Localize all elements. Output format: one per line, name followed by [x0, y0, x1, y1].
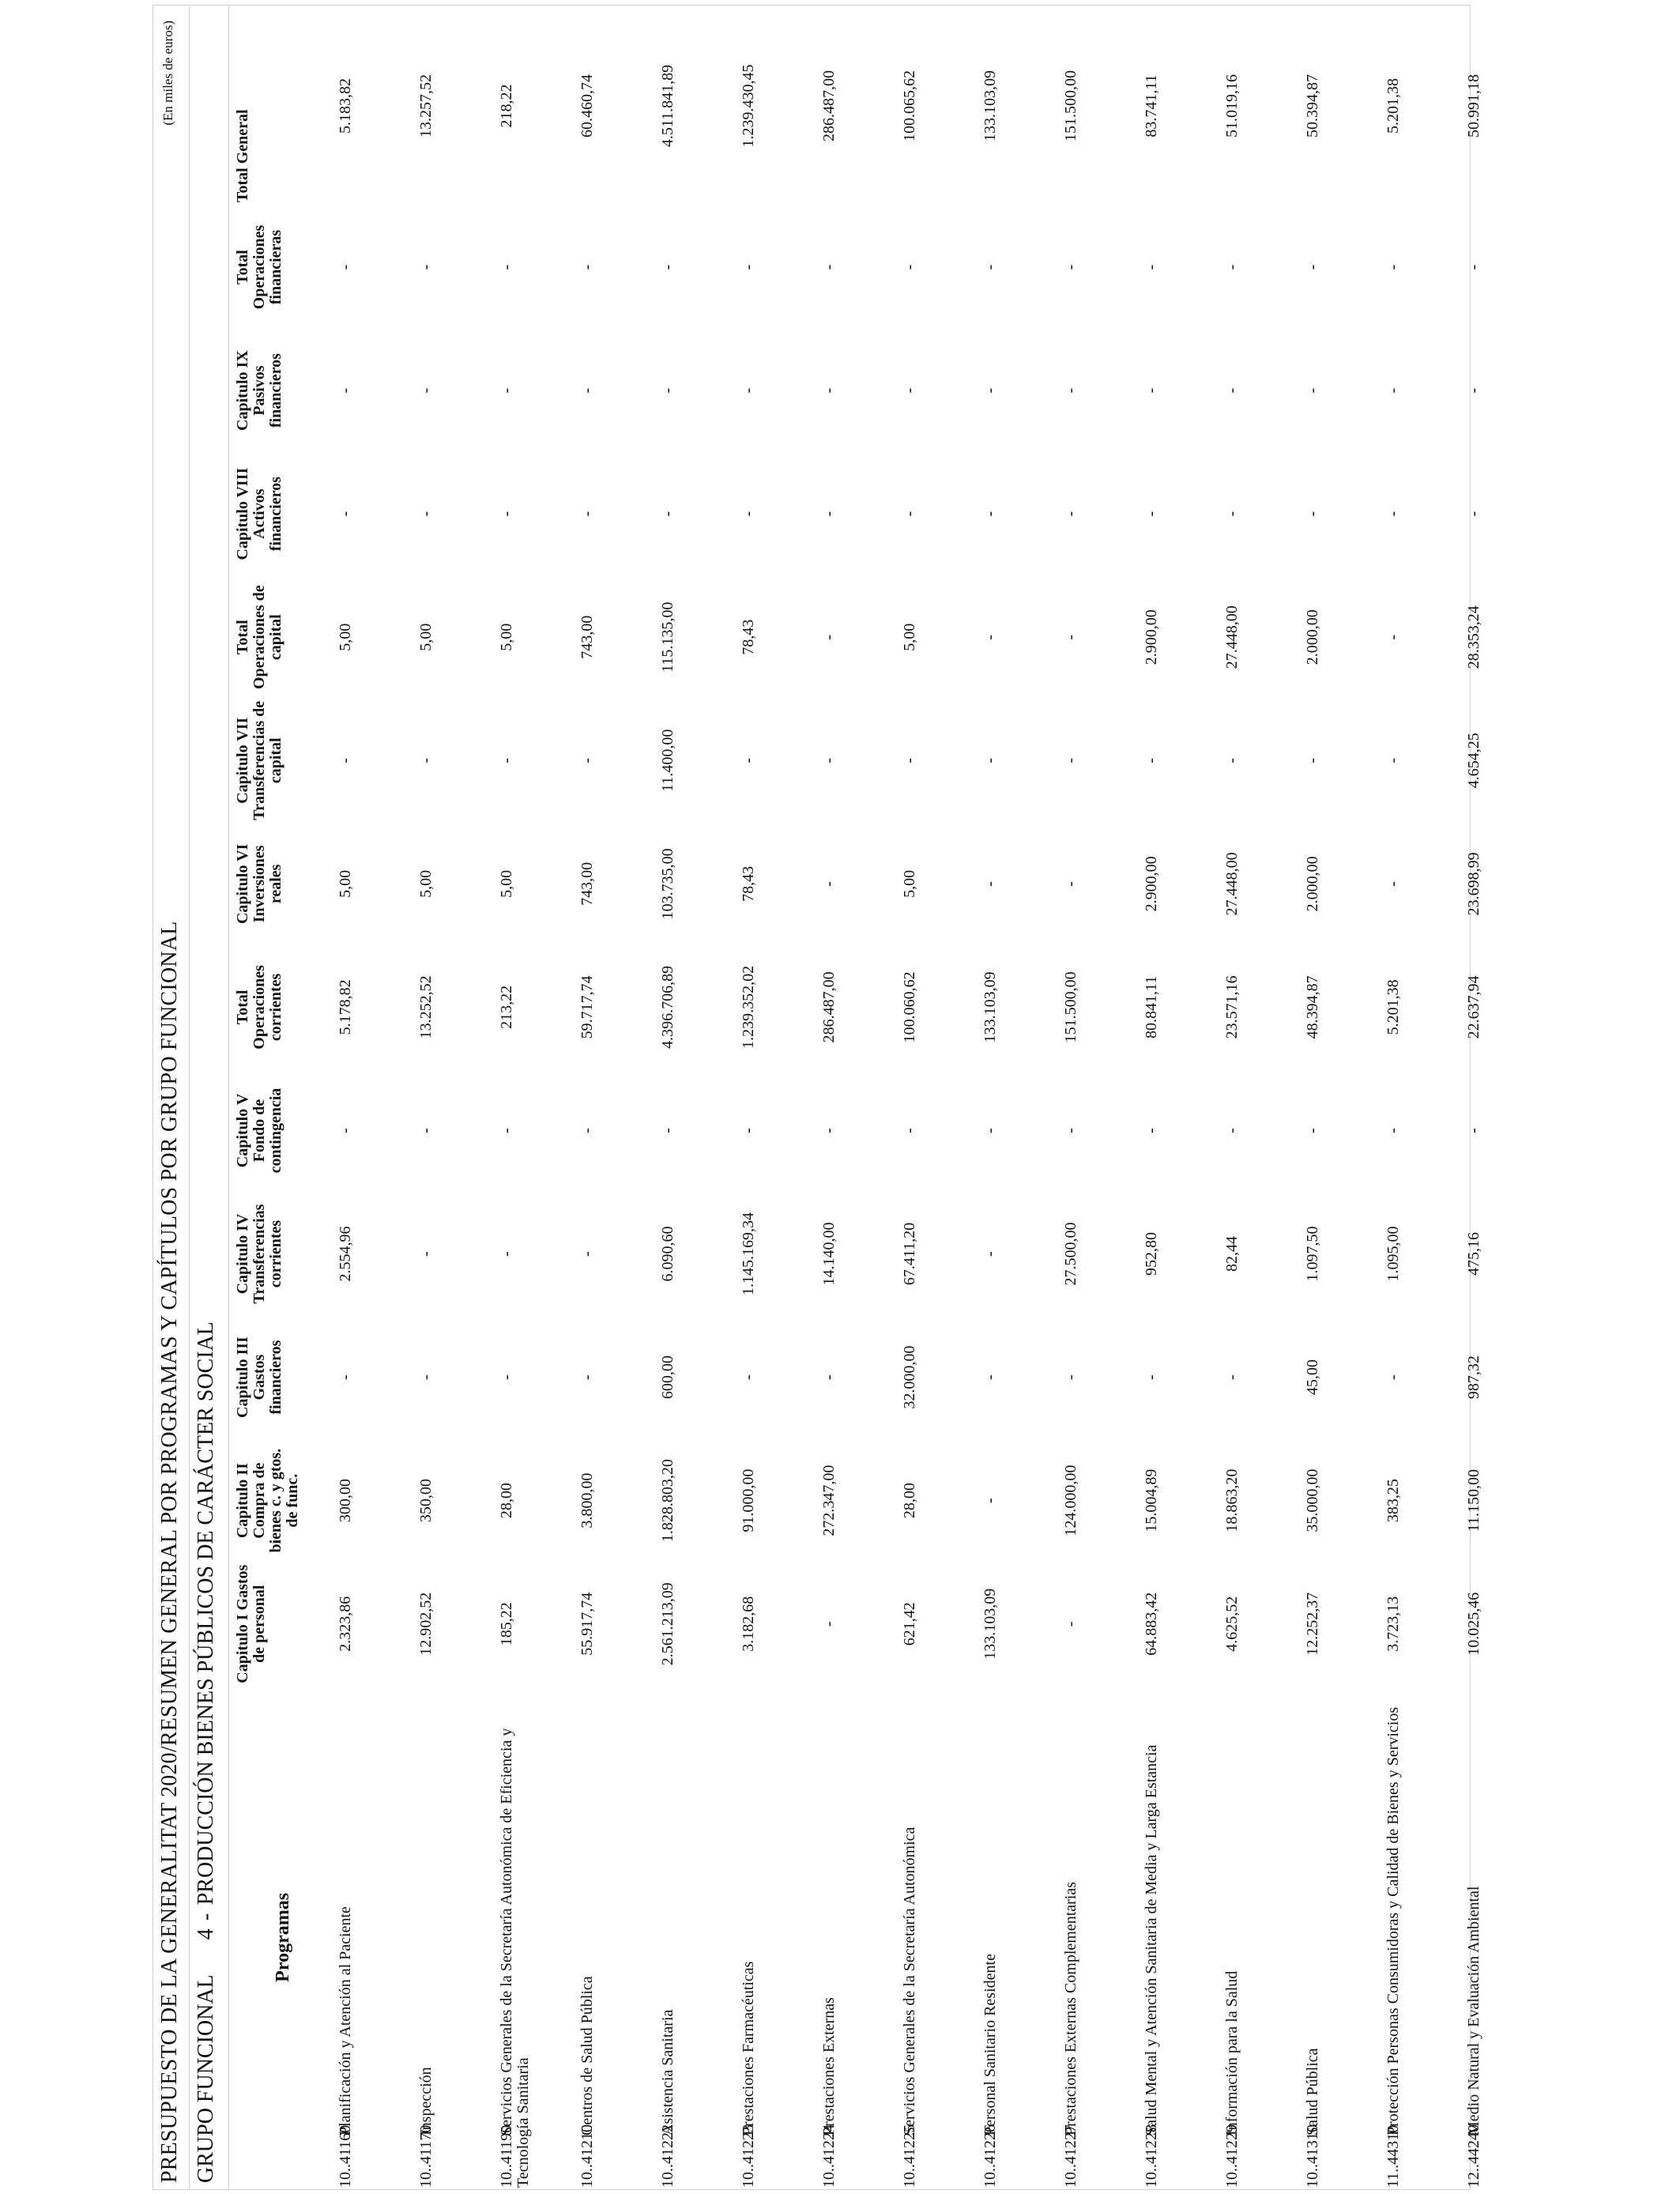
cell-cap5: -: [1384, 1128, 1402, 1133]
units-note: (En miles de euros): [160, 21, 175, 126]
program-name: Prestaciones Farmacéuticas: [740, 1961, 757, 2136]
table-row: [1466, 6, 1546, 2189]
cell-total: 13.257,52: [417, 74, 435, 138]
cell-tot_cap: 28.353,24: [1465, 605, 1482, 669]
column-header-tot_fin: Total Operaciones financieras: [234, 224, 284, 310]
cell-cap7: -: [901, 757, 918, 763]
cell-cap5: -: [1062, 1128, 1079, 1133]
cell-cap2: 350,00: [417, 1479, 435, 1523]
cell-cap6: 743,00: [578, 861, 596, 906]
cell-cap3: -: [498, 1374, 515, 1380]
cell-cap5: -: [740, 1128, 757, 1133]
program-cell: [579, 1686, 660, 2189]
program-code: 10..41227: [1062, 2124, 1079, 2188]
cell-tot_fin: -: [820, 264, 838, 270]
cell-cap2: 383,25: [1384, 1479, 1402, 1523]
program-code: 10..41224: [820, 2124, 838, 2188]
cell-cap8: -: [1062, 511, 1079, 517]
cell-cap2: 11.150,00: [1465, 1469, 1482, 1532]
cell-cap5: -: [498, 1128, 515, 1133]
cell-tot_fin: -: [740, 264, 757, 270]
column-header-tot_cap: Total Operaciones de capital: [234, 585, 284, 690]
program-cell: [337, 1686, 418, 2189]
cell-cap9: -: [1143, 387, 1160, 394]
cell-cap2: 124.000,00: [1062, 1465, 1079, 1536]
program-cell: [1385, 1686, 1466, 2189]
cell-total: 286.487,00: [820, 70, 838, 141]
cell-cap9: -: [1304, 387, 1321, 394]
cell-cap4: 1.097,50: [1304, 1226, 1321, 1282]
cell-tot_corr: 5.178,82: [337, 979, 354, 1035]
column-header-cap3: Capitulo III Gastos financieros: [234, 1336, 284, 1418]
cell-total: 50.991,18: [1465, 74, 1482, 138]
cell-tot_cap: 115.135,00: [659, 601, 676, 673]
cell-tot_corr: 5.201,38: [1384, 979, 1402, 1035]
cell-cap7: 11.400,00: [659, 729, 676, 792]
cell-cap8: -: [417, 511, 435, 517]
cell-tot_cap: 5,00: [901, 623, 918, 651]
cell-cap9: -: [1384, 387, 1402, 394]
cell-tot_fin: -: [337, 264, 354, 270]
program-code: 10..41160: [337, 2124, 354, 2188]
cell-total: 151.500,00: [1062, 70, 1079, 141]
cell-cap8: -: [1304, 511, 1321, 517]
cell-cap9: -: [1062, 387, 1079, 394]
program-code: 10..41225: [901, 2124, 918, 2188]
cell-cap3: -: [1384, 1374, 1402, 1380]
cell-cap6: -: [981, 881, 999, 887]
table-row: [1143, 6, 1224, 2189]
table-row: [418, 6, 499, 2189]
cell-tot_cap: 2.000,00: [1304, 609, 1321, 665]
cell-cap6: 78,43: [740, 865, 757, 902]
cell-tot_cap: 2.900,00: [1143, 609, 1160, 665]
cell-cap1: 3.182,68: [740, 1596, 757, 1652]
cell-cap2: 1.828.803,20: [659, 1459, 676, 1543]
cell-cap6: -: [1062, 881, 1079, 887]
program-code: 10..41310: [1304, 2124, 1321, 2188]
column-header-cap5: Capitulo V Fondo de contingencia: [234, 1088, 284, 1174]
cell-tot_corr: 22.637,94: [1465, 975, 1482, 1039]
table-row: [499, 6, 579, 2189]
cell-cap8: -: [659, 511, 676, 517]
cell-cap1: 12.252,37: [1304, 1592, 1321, 1656]
cell-cap1: 2.323,86: [337, 1596, 354, 1652]
cell-cap7: -: [1143, 757, 1160, 763]
program-cell: [740, 1686, 821, 2189]
budget-table: [233, 6, 1546, 2189]
table-row: [1385, 6, 1466, 2189]
cell-tot_corr: 23.571,16: [1223, 975, 1241, 1039]
cell-cap1: 3.723,13: [1384, 1596, 1402, 1652]
program-name: Prestaciones Externas: [820, 1997, 838, 2136]
cell-cap4: 1.145.169,34: [740, 1212, 757, 1296]
cell-cap5: -: [337, 1128, 354, 1133]
program-code: 10..41229: [1223, 2124, 1241, 2188]
cell-total: 60.460,74: [578, 74, 596, 138]
cell-tot_cap: -: [1384, 634, 1402, 640]
table-row: [660, 6, 740, 2189]
program-cell: [1466, 1686, 1546, 2189]
cell-cap6: 5,00: [417, 869, 435, 898]
program-name: Personal Sanitario Residente: [981, 1954, 999, 2136]
cell-cap1: 64.883,42: [1143, 1592, 1160, 1656]
cell-cap6: 5,00: [498, 869, 515, 898]
cell-cap8: -: [820, 511, 838, 517]
spacer-row: [306, 6, 337, 2189]
cell-cap1: 133.103,09: [981, 1588, 999, 1660]
cell-cap3: -: [417, 1374, 435, 1380]
cell-tot_fin: -: [901, 264, 918, 270]
cell-tot_corr: 213,22: [498, 985, 515, 1029]
cell-cap6: 27.448,00: [1223, 852, 1241, 916]
table-row: [1063, 6, 1143, 2189]
table-row: [1305, 6, 1385, 2189]
cell-cap4: -: [417, 1251, 435, 1257]
cell-tot_fin: -: [1465, 264, 1482, 270]
cell-tot_fin: -: [1143, 264, 1160, 270]
program-code: 12..44240: [1465, 2124, 1482, 2188]
cell-total: 5.201,38: [1384, 78, 1402, 134]
column-header-cap2: Capitulo II Compra de bienes c. y gtos. de func.: [234, 1448, 301, 1553]
cell-cap8: -: [578, 511, 596, 517]
cell-tot_cap: 5,00: [498, 623, 515, 651]
cell-cap5: -: [1223, 1128, 1241, 1133]
cell-total: 218,22: [498, 84, 515, 128]
cell-cap5: -: [820, 1128, 838, 1133]
program-cell: [902, 1686, 982, 2189]
cell-cap1: 621,42: [901, 1602, 918, 1646]
table-row: [982, 6, 1063, 2189]
cell-tot_corr: 133.103,09: [981, 971, 999, 1043]
cell-cap8: -: [1384, 511, 1402, 517]
cell-cap6: 23.698,99: [1465, 852, 1482, 916]
cell-cap3: 45,00: [1304, 1359, 1321, 1396]
program-cell: [1143, 1686, 1224, 2189]
cell-cap2: -: [981, 1498, 999, 1503]
cell-cap7: -: [1062, 757, 1079, 763]
cell-cap8: -: [1223, 511, 1241, 517]
cell-cap9: -: [417, 387, 435, 394]
program-code: 10..41210: [578, 2124, 596, 2188]
program-name: Información para la Salud: [1223, 1970, 1241, 2136]
cell-cap9: -: [659, 387, 676, 394]
column-header-cap6: Capitulo VI Inversiones reales: [234, 843, 284, 925]
cell-cap6: 5,00: [901, 869, 918, 898]
cell-cap4: 1.095,00: [1384, 1226, 1402, 1282]
cell-cap5: -: [901, 1128, 918, 1133]
cell-cap5: -: [659, 1128, 676, 1133]
cell-cap5: -: [578, 1128, 596, 1133]
cell-cap3: -: [740, 1374, 757, 1380]
cell-cap2: 28,00: [901, 1483, 918, 1519]
cell-cap7: -: [820, 757, 838, 763]
cell-cap1: 4.625,52: [1223, 1596, 1241, 1652]
cell-cap9: -: [901, 387, 918, 394]
column-header-cap4: Capitulo IV Transferencias corrientes: [234, 1204, 284, 1304]
program-name: Servicios Generales de la Secretaría Autonómica de Eficiencia y Tecnología Sanitaria: [498, 1728, 532, 2188]
group-number: 4: [194, 1928, 218, 1940]
cell-cap9: -: [981, 387, 999, 394]
table-row: [740, 6, 821, 2189]
cell-total: 100.065,62: [901, 70, 918, 141]
column-header-total: Total General: [234, 109, 251, 202]
cell-cap2: 3.800,00: [578, 1472, 596, 1529]
cell-cap2: 18.863,20: [1223, 1468, 1241, 1532]
column-header-programas: Programas: [272, 1892, 293, 1982]
cell-cap5: -: [417, 1128, 435, 1133]
cell-cap9: -: [1223, 387, 1241, 394]
cell-cap3: -: [1223, 1374, 1241, 1380]
cell-cap2: 15.004,89: [1143, 1468, 1160, 1532]
cell-cap3: -: [578, 1374, 596, 1380]
cell-cap7: -: [417, 757, 435, 763]
cell-tot_fin: -: [1223, 264, 1241, 270]
cell-cap4: 82,44: [1223, 1236, 1241, 1272]
cell-cap4: 27.500,00: [1062, 1222, 1079, 1286]
cell-cap5: -: [981, 1128, 999, 1133]
program-name: Asistencia Sanitaria: [659, 2009, 676, 2136]
program-code: 11..44310: [1384, 2124, 1402, 2188]
cell-cap9: -: [578, 387, 596, 394]
program-code: 10..41228: [1143, 2124, 1160, 2188]
program-name: Centros de Salud Pública: [578, 1976, 596, 2136]
cell-cap8: -: [740, 511, 757, 517]
cell-cap6: 103.735,00: [659, 848, 676, 920]
cell-total: 50.394,87: [1304, 74, 1321, 138]
cell-total: 51.019,16: [1223, 74, 1241, 138]
program-name: Servicios Generales de la Secretaría Autonómica: [901, 1826, 918, 2136]
cell-tot_cap: 27.448,00: [1223, 605, 1241, 669]
program-cell: [1224, 1686, 1305, 2189]
program-code: 10..41190: [498, 2124, 515, 2188]
divider: [228, 6, 229, 2189]
cell-tot_cap: -: [820, 634, 838, 640]
cell-cap8: -: [901, 511, 918, 517]
cell-cap9: -: [337, 387, 354, 394]
cell-tot_corr: 4.396.706,89: [659, 965, 676, 1049]
cell-cap7: -: [578, 757, 596, 763]
cell-cap7: -: [1304, 757, 1321, 763]
cell-tot_corr: 151.500,00: [1062, 971, 1079, 1043]
cell-tot_corr: 59.717,74: [578, 975, 596, 1039]
column-header-cap8: Capitulo VIII Activos financieros: [234, 467, 284, 560]
cell-cap2: 272.347,00: [820, 1465, 838, 1536]
table-row: [902, 6, 982, 2189]
cell-cap7: -: [498, 757, 515, 763]
table-header-row: [233, 6, 306, 2189]
program-name: Inspección: [417, 2067, 435, 2136]
cell-tot_fin: -: [981, 264, 999, 270]
cell-cap1: 2.561.213,09: [659, 1582, 676, 1666]
cell-cap6: 5,00: [337, 869, 354, 898]
cell-cap7: 4.654,25: [1465, 733, 1482, 789]
rotated-page: [153, 6, 1482, 2189]
group-dash: -: [194, 1913, 218, 1921]
cell-total: 5.183,82: [337, 78, 354, 134]
program-cell: [1063, 1686, 1143, 2189]
cell-cap8: -: [337, 511, 354, 517]
cell-tot_fin: -: [578, 264, 596, 270]
program-name: Planificación y Atención al Paciente: [337, 1906, 354, 2136]
program-cell: [499, 1686, 579, 2189]
cell-tot_cap: 5,00: [417, 623, 435, 651]
cell-cap4: 6.090,60: [659, 1226, 676, 1282]
group-heading: [194, 1321, 219, 2183]
cell-tot_fin: -: [1384, 264, 1402, 270]
program-cell: [1305, 1686, 1385, 2189]
cell-cap1: -: [1062, 1621, 1079, 1627]
cell-cap2: 28,00: [498, 1483, 515, 1519]
cell-cap1: 12.902,52: [417, 1592, 435, 1656]
cell-cap9: -: [740, 387, 757, 394]
cell-cap4: 67.411,20: [901, 1222, 918, 1286]
cell-cap1: 55.917,74: [578, 1592, 596, 1656]
cell-cap8: -: [498, 511, 515, 517]
cell-cap4: 14.140,00: [820, 1222, 838, 1286]
cell-cap5: -: [1465, 1128, 1482, 1133]
cell-total: 4.511.841,89: [659, 64, 676, 148]
cell-tot_corr: 1.239.352,02: [740, 965, 757, 1049]
column-header-cap9: Capitulo IX Pasivos financieros: [234, 350, 284, 431]
column-header-cap7: Capitulo VII Transferencias de capital: [234, 700, 284, 820]
cell-cap6: -: [1384, 881, 1402, 887]
cell-cap2: 35.000,00: [1304, 1468, 1321, 1532]
cell-total: 1.239.430,45: [740, 64, 757, 148]
cell-cap3: -: [337, 1374, 354, 1380]
cell-cap3: 32.000,00: [901, 1345, 918, 1409]
program-code: 10..41223: [740, 2124, 757, 2188]
cell-cap3: 987,32: [1465, 1355, 1482, 1400]
cell-cap1: 185,22: [498, 1602, 515, 1646]
cell-tot_fin: -: [417, 264, 435, 270]
cell-tot_cap: -: [981, 634, 999, 640]
cell-tot_cap: 5,00: [337, 623, 354, 651]
cell-tot_fin: -: [659, 264, 676, 270]
table-row: [821, 6, 902, 2189]
cell-cap4: 2.554,96: [337, 1226, 354, 1282]
cell-tot_corr: 286.487,00: [820, 971, 838, 1043]
program-code: 10..41226: [981, 2124, 999, 2188]
cell-cap1: 10.025,46: [1465, 1592, 1482, 1656]
cell-total: 133.103,09: [981, 70, 999, 141]
cell-tot_corr: 100.060,62: [901, 971, 918, 1043]
table-row: [579, 6, 660, 2189]
program-name: Prestaciones Externas Complementarias: [1062, 1881, 1079, 2136]
program-code: 10..41170: [417, 2124, 435, 2188]
cell-cap3: -: [1143, 1374, 1160, 1380]
cell-cap9: -: [1465, 387, 1482, 394]
cell-cap1: -: [820, 1621, 838, 1627]
cell-cap2: 91.000,00: [740, 1468, 757, 1532]
program-code: 10..41222: [659, 2124, 676, 2188]
table-row: [1224, 6, 1305, 2189]
program-cell: [821, 1686, 902, 2189]
cell-cap8: -: [981, 511, 999, 517]
column-header-cap1: Capitulo I Gastos de personal: [234, 1564, 268, 1683]
column-header-tot_corr: Total Operaciones corrientes: [234, 965, 284, 1050]
cell-cap3: 600,00: [659, 1355, 676, 1400]
cell-cap3: -: [981, 1374, 999, 1380]
page-title: PRESUPUESTO DE LA GENERALITAT 2020/RESUMEN GENERAL POR PROGRAMAS Y CAPÍTULOS POR GRUPO FUNCIONAL: [157, 921, 182, 2183]
cell-tot_corr: 48.394,87: [1304, 975, 1321, 1039]
cell-cap2: 300,00: [337, 1479, 354, 1523]
cell-tot_cap: 78,43: [740, 619, 757, 655]
program-cell: [418, 1686, 499, 2189]
cell-cap7: -: [981, 757, 999, 763]
cell-cap6: 2.000,00: [1304, 856, 1321, 912]
program-name: Salud Pública: [1304, 2048, 1321, 2136]
cell-cap7: -: [1223, 757, 1241, 763]
program-name: Salud Mental y Atención Sanitaria de Media y Larga Estancia: [1143, 1744, 1160, 2136]
cell-tot_cap: -: [1062, 634, 1079, 640]
cell-tot_corr: 13.252,52: [417, 975, 435, 1039]
cell-cap4: 952,80: [1143, 1232, 1160, 1276]
cell-cap7: -: [337, 757, 354, 763]
cell-cap4: 475,16: [1465, 1232, 1482, 1276]
cell-cap8: -: [1143, 511, 1160, 517]
cell-cap8: -: [1465, 511, 1482, 517]
group-label: GRUPO FUNCIONAL: [194, 1974, 218, 2183]
cell-cap5: -: [1304, 1128, 1321, 1133]
cell-tot_cap: 743,00: [578, 615, 596, 659]
cell-cap6: -: [820, 881, 838, 887]
cell-cap7: -: [1384, 757, 1402, 763]
program-cell: [660, 1686, 740, 2189]
cell-cap6: 2.900,00: [1143, 856, 1160, 912]
cell-tot_fin: -: [498, 264, 515, 270]
cell-cap7: -: [740, 757, 757, 763]
cell-tot_corr: 80.841,11: [1143, 975, 1160, 1039]
cell-total: 83.741,11: [1143, 74, 1160, 138]
cell-cap9: -: [498, 387, 515, 394]
cell-cap9: -: [820, 387, 838, 394]
table-row: [337, 6, 418, 2189]
cell-tot_fin: -: [1304, 264, 1321, 270]
cell-cap4: -: [578, 1251, 596, 1257]
divider: [189, 6, 190, 2189]
cell-cap4: -: [981, 1251, 999, 1257]
cell-tot_fin: -: [1062, 264, 1079, 270]
group-name: PRODUCCIÓN BIENES PÚBLICOS DE CARÁCTER SOCIAL: [194, 1321, 218, 1906]
program-name: Medio Natural y Evaluación Ambiental: [1465, 1886, 1482, 2136]
cell-cap3: -: [820, 1374, 838, 1380]
cell-cap3: -: [1062, 1374, 1079, 1380]
program-name: Protección Personas Consumidoras y Calidad de Bienes y Servicios: [1384, 1706, 1402, 2136]
program-cell: [982, 1686, 1063, 2189]
cell-cap4: -: [498, 1251, 515, 1257]
cell-cap5: -: [1143, 1128, 1160, 1133]
